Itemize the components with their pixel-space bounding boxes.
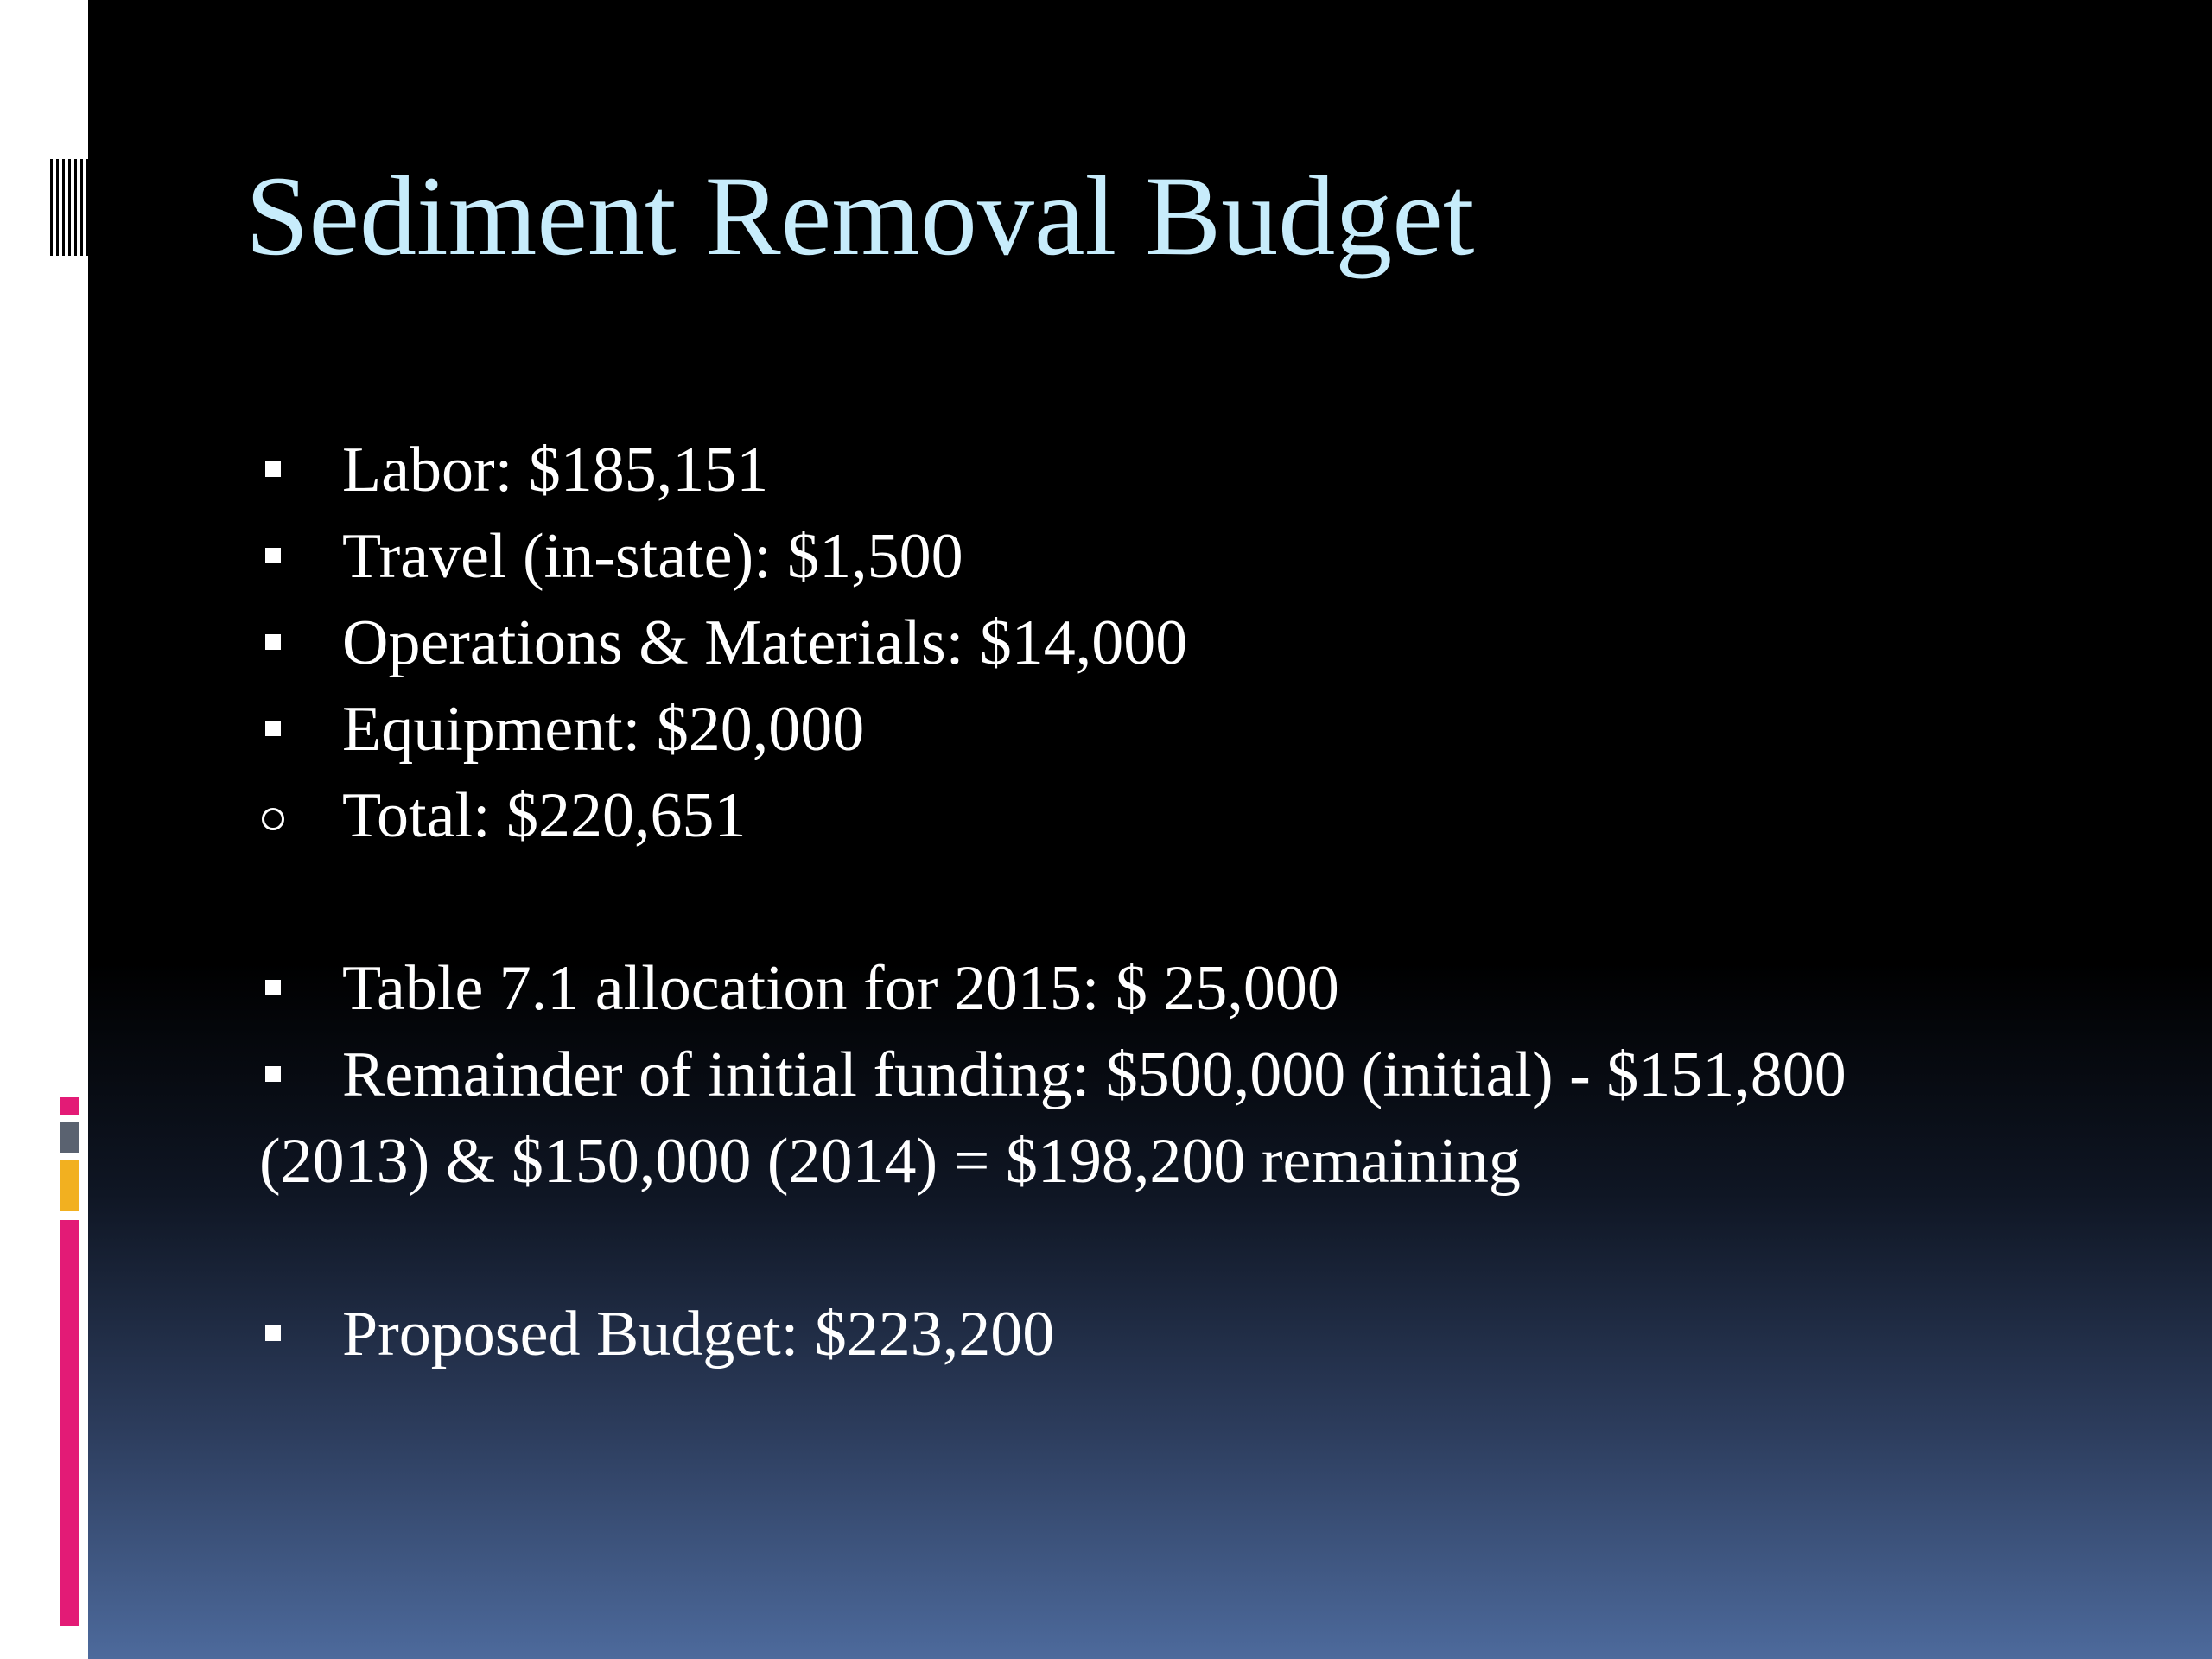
item-text: Travel (in-state): $1,500 [342, 521, 963, 592]
square-bullet-icon [259, 1032, 294, 1118]
circle-bullet-icon [259, 772, 294, 859]
accent-bar-pink-short [60, 1097, 79, 1115]
accent-bar-yellow [60, 1160, 79, 1211]
list-item-total [259, 772, 2091, 859]
vertical-stripes-decoration [50, 159, 88, 256]
accent-bars-decoration [60, 1097, 79, 1633]
square-bullet-icon [259, 945, 294, 1032]
square-bullet-icon [259, 686, 294, 772]
list-spacer [259, 859, 2091, 945]
left-decorative-strip [0, 0, 88, 1659]
item-text-continuation: (2013) & $150,000 (2014) = $198,200 remaining [259, 1126, 1521, 1197]
square-bullet-icon [259, 600, 294, 686]
list-item-labor [259, 427, 2091, 513]
item-text: Operations & Materials: $14,000 [342, 607, 1188, 678]
item-text: Table 7.1 allocation for 2015: $ 25,000 [342, 953, 1339, 1024]
list-spacer [259, 1205, 2091, 1291]
list-item-equipment [259, 686, 2091, 772]
item-text: Remainder of initial funding: $500,000 (initial) - $151,800 [342, 1039, 1847, 1110]
slide-title: Sediment Removal Budget [245, 152, 1475, 279]
item-text: Equipment: $20,000 [342, 694, 865, 765]
square-bullet-icon [259, 427, 294, 513]
accent-bar-pink-long [60, 1220, 79, 1626]
list-item-table-allocation [259, 945, 2091, 1032]
list-item-remainder [259, 1032, 2091, 1205]
list-item-operations [259, 600, 2091, 686]
list-item-proposed-budget [259, 1291, 2091, 1377]
square-bullet-icon [259, 1291, 294, 1377]
accent-bar-gray [60, 1122, 79, 1153]
list-item-travel [259, 513, 2091, 600]
budget-list [259, 427, 2091, 1377]
item-text: Proposed Budget: $223,200 [342, 1299, 1055, 1370]
square-bullet-icon [259, 513, 294, 600]
item-text: Total: $220,651 [342, 780, 747, 851]
item-text: Labor: $185,151 [342, 435, 769, 505]
